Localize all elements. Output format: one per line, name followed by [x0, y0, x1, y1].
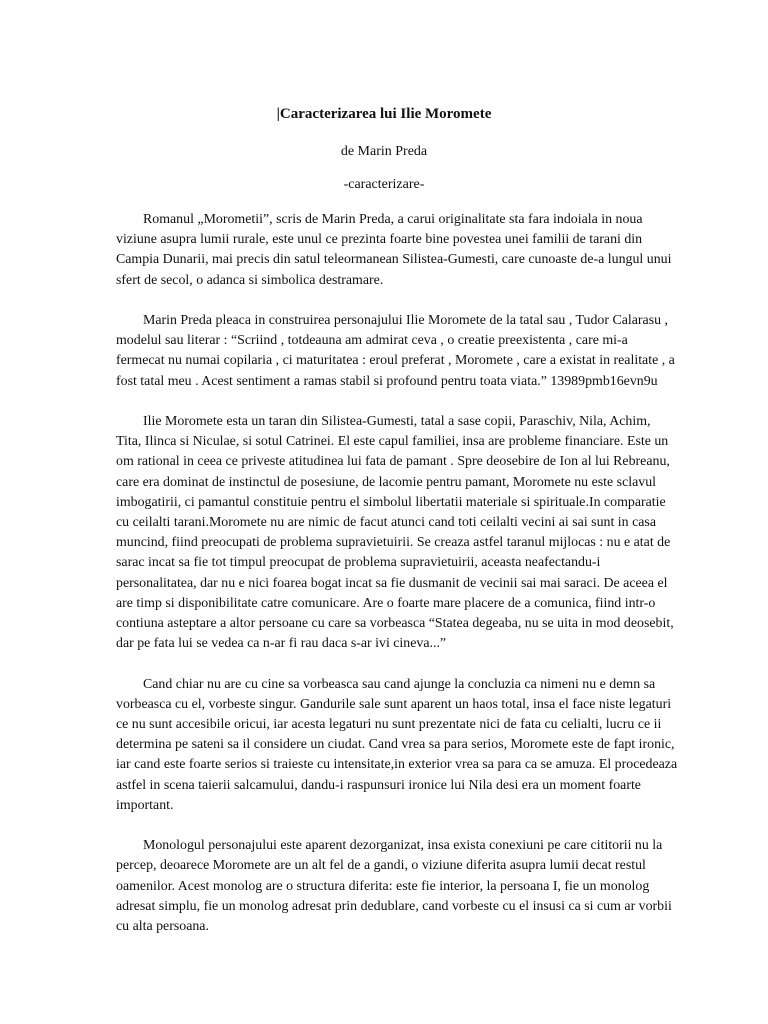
paragraph: Monologul personajului este aparent dezorganizat, insa exista conexiuni pe care cititorii nu la percep, deoarece Moromete are un alt fel de a gandi, o viziune diferita asupra lumii decat restul oamenilor. Acest monolog are o structura diferita: este fie interior, la persoana I, fie un monolog adresat simplu, fie un monolog adresat prin dedublare, cand vorbeste cu el insusi ca si cum ar vorbii cu alta persoana. [116, 838, 672, 935]
paragraph: Marin Preda pleaca in construirea personajului Ilie Moromete de la tatal sau , Tudor Calarasu , modelul sau literar : “Scriind , totdeauna am admirat ceva , o creatie preexistenta , care mi-a fermecat nu numai copilaria , ci maturitatea : eroul preferat , Moromete , care a existat in realitate , a fost tatal meu . Acest sentiment a ramas stabil si profound pentru toata viata.” 13989pmb16evn9u [116, 313, 675, 389]
document-author: de Marin Preda [340, 144, 428, 159]
paragraph: Ilie Moromete esta un taran din Silistea-Gumesti, tatal a sase copii, Paraschiv, Nila, Achim, Tita, Ilinca si Niculae, si sotul Catrinei. El este capul familiei, insa are probleme financiare. Este un om rational in ceea ce priveste atitudinea lui fata de pamant . Spre deosebire de Ion al lui Rebreanu, care era dominat de instinctul de posesiune, de lacomie pentru pamant, Moromete nu este sclavul imbogatirii, ci pamantul constituie pentru el simbolul libertatii materiale si spirituale.In comparatie cu ceilalti tarani.Moromete nu are nimic de facut atunci cand toti ceilalti vecini ai sai sunt in casa muncind, fiind preocupati de problema supravietuirii. Se creaza astfel taranul mijlocas : nu e atat de sarac incat sa fie tot timpul preocupat de problema supravietuirii, aceasta neafectandu-i personalitatea, dar nu e nici foarea bogat incat sa fie dusmanit de vecinii sai mai saraci. De aceea el are timp si disponibilitate catre comunicare. Are o foarte mare placere de a comunica, fiind intr-o contiuna asteptare a altor persoane cu care sa vorbeasca “Statea degeaba, nu se uita in mod deosebit, dar pe fata lui se vedea ca n-ar fi rau daca s-ar ivi cineva...” [116, 414, 674, 652]
document-subtitle: -caracterizare- [343, 177, 425, 192]
paragraph: Romanul „Morometii”, scris de Marin Preda, a carui originalitate sta fara indoiala in noua viziune asupra lumii rurale, este unul ce prezinta foarte bine povestea unei familii de tarani din Campia Dunarii, mai precis din satul teleormanean Silistea-Gumesti, care cunoaste de-a lungul unui sfert de secol, o adanca si simbolica destramare. [116, 212, 672, 288]
document-title: |Caracterizarea lui Ilie Moromete [276, 106, 492, 122]
document-body [116, 210, 678, 957]
paragraph: Cand chiar nu are cu cine sa vorbeasca sau cand ajunge la concluzia ca nimeni nu e demn sa vorbeasca cu el, vorbeste singur. Gandurile sale sunt aparent un haos total, insa el face niste legaturi ce nu sunt accesibile oricui, iar acesta legaturi nu sunt prezentate nici de fata cu celialti, lucru ce ii determina pe sateni sa il considere un ciudat. Cand vrea sa para serios, Moromete este de fapt ironic, iar cand este foarte serios si traieste cu intensitate,in exterior vrea sa para ca se amuza. El procedeaza astfel in scena taierii salcamului, dandu-i raspunsuri ironice lui Nila desi era un moment foarte important. [116, 676, 678, 813]
